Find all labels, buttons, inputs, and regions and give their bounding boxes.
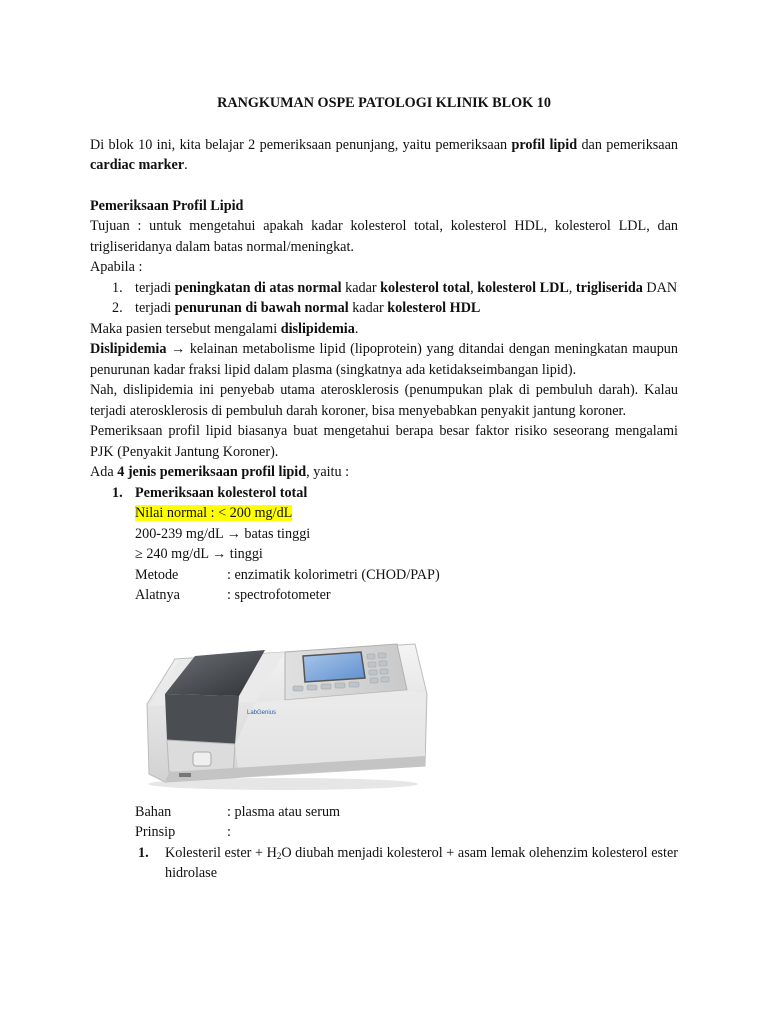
section-heading: Pemeriksaan Profil Lipid xyxy=(90,197,244,214)
ada-paragraph: Ada 4 jenis pemeriksaan profil lipid, yaitu : xyxy=(90,464,350,480)
dislipidemia-paragraph: Dislipidemia → kelainan metabolisme lipid (lipoprotein) yang ditandai dengan meningkatan maupun penurunan kadar fraksi lipid dalam plasma (singkatnya ada ketidakseimbangan lipid). xyxy=(90,341,678,378)
range-borderline: 200-239 mg/dL → batas tinggi xyxy=(135,525,311,542)
list-item: 1. terjadi peningkatan di atas normal kadar kolesterol total, kolesterol LDL, trigliserida DAN xyxy=(112,279,678,296)
bahan-row: Bahan : plasma atau serum xyxy=(135,803,341,820)
nah-paragraph: Nah, dislipidemia ini penyebab utama aterosklerosis (penumpukan plak di pembuluh darah). Kalau terjadi aterosklerosis di pembuluh darah koroner, bisa menyebabkan penyakit jantung koroner. xyxy=(90,382,678,419)
conditions-list xyxy=(90,278,678,319)
apabila-label: Apabila : xyxy=(90,259,143,275)
metode-row: Metode : enzimatik kolorimetri (CHOD/PAP) xyxy=(135,566,440,583)
pemeriksaan-paragraph: Pemeriksaan profil lipid biasanya buat mengetahui berapa besar faktor risiko seseorang mengalami PJK (Penyakit Jantung Koroner). xyxy=(90,423,678,460)
document-content xyxy=(90,93,678,884)
range-high: ≥ 240 mg/dL → tinggi xyxy=(135,546,263,562)
intro-paragraph: Di blok 10 ini, kita belajar 2 pemeriksaan penunjang, yaitu pemeriksaan profil lipid dan pemeriksaan cardiac marker. xyxy=(90,136,678,173)
tujuan-paragraph: Tujuan : untuk mengetahui apakah kadar kolesterol total, kolesterol HDL, kolesterol LDL, dan trigliseridanya dalam batas normal/meningkat. xyxy=(90,218,678,255)
spectrophotometer-icon xyxy=(135,614,429,792)
prinsip-row: Prinsip : xyxy=(135,824,231,840)
normal-value: Nilai normal : < 200 mg/dL xyxy=(135,505,293,521)
prinsip-item: 1. Kolesteril ester + $H_2O$ diubah menjadi kolesterol + asam lemak olehenzim kolesterol ester hidrolase xyxy=(138,844,678,881)
alat-row: Alatnya : spectrofotometer xyxy=(135,587,331,603)
exam-1-section: 1. Pemeriksaan kolesterol total Nilai normal : < 200 mg/dL 200-239 mg/dL → batas tinggi ≥ 240 mg/dL → tinggi Metode : enzimatik kolorimetri (CHOD/PAP) Alatnya : spectrofotometer LabGenius Bahan : plasma atau serum Prinsip : 1. Kolesteril ester + $H_2O$ diubah menjadi kolesterol + asam lemak olehenzim kolesterol ester hidrolase xyxy=(90,483,678,884)
document-title: RANGKUMAN OSPE PATOLOGI KLINIK BLOK 10 xyxy=(217,95,551,111)
device-brand-label: LabGenius xyxy=(247,709,277,716)
spectrophotometer-image xyxy=(135,614,429,792)
exam-1-heading: Pemeriksaan kolesterol total xyxy=(135,484,308,501)
list-item: 2. terjadi penurunan di bawah normal kadar kolesterol HDL xyxy=(112,300,481,316)
maka-paragraph: Maka pasien tersebut mengalami dislipidemia. xyxy=(90,320,359,337)
